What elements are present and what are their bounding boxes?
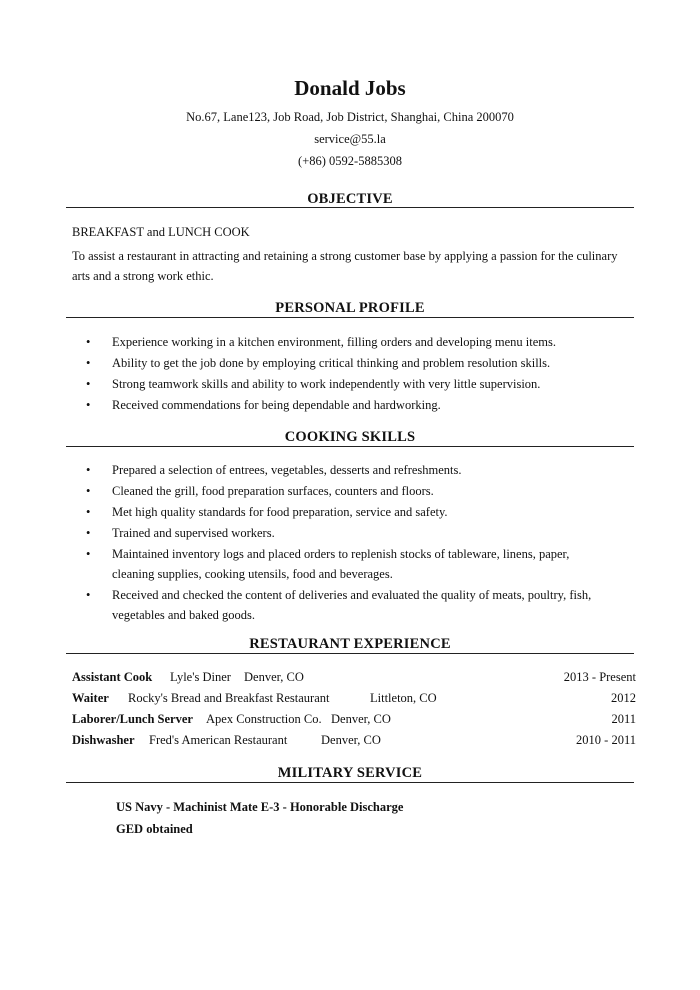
- profile-heading: PERSONAL PROFILE: [275, 300, 425, 316]
- profile-divider: [66, 317, 634, 318]
- list-item-text: Experience working in a kitchen environment, filling orders and developing menu items.: [112, 335, 556, 349]
- objective-divider: [66, 207, 634, 208]
- job-location: Littleton, CO: [370, 691, 437, 705]
- list-item: [72, 460, 612, 480]
- job-dates: 2013 - Present: [563, 670, 636, 684]
- employer: Apex Construction Co.: [206, 712, 322, 726]
- education-line: GED obtained: [116, 822, 193, 836]
- skills-section: [72, 460, 612, 626]
- job-dates: 2010 - 2011: [576, 733, 636, 747]
- military-service-line: US Navy - Machinist Mate E-3 - Honorable Discharge: [116, 800, 404, 814]
- employer: Fred's American Restaurant: [149, 733, 288, 747]
- experience-row: [72, 730, 636, 751]
- list-item-text: Trained and supervised workers.: [112, 526, 275, 540]
- job-title: Laborer/Lunch Server: [72, 712, 193, 726]
- job-title: Waiter: [72, 691, 109, 705]
- job-dates: 2011: [611, 712, 636, 726]
- skills-divider: [66, 446, 634, 447]
- experience-row: [72, 688, 636, 709]
- list-item-text: Cleaned the grill, food preparation surfaces, counters and floors.: [112, 484, 434, 498]
- profile-list: [72, 332, 612, 415]
- email-line: service@55.la: [314, 132, 386, 146]
- bullet-icon: •: [86, 335, 91, 349]
- applicant-name: Donald Jobs: [294, 76, 406, 100]
- experience-divider: [66, 653, 634, 654]
- list-item: [72, 332, 612, 352]
- bullet-icon: •: [86, 398, 91, 412]
- experience-row: [72, 709, 636, 730]
- skills-heading: COOKING SKILLS: [284, 429, 416, 445]
- list-item: [72, 544, 612, 584]
- bullet-icon: •: [86, 463, 91, 477]
- objective-heading: OBJECTIVE: [307, 191, 393, 207]
- bullet-icon: •: [86, 505, 91, 519]
- list-item: [72, 523, 612, 543]
- experience-row: [72, 667, 636, 688]
- job-location: Denver, CO: [244, 670, 304, 684]
- job-title: Assistant Cook: [72, 670, 153, 684]
- job-title: Dishwasher: [72, 733, 135, 747]
- objective-text: To assist a restaurant in attracting and retaining a strong customer base by applying a passion for the culinary arts and a strong work ethic.: [72, 249, 618, 283]
- list-item-text: Ability to get the job done by employing critical thinking and problem resolution skills.: [112, 356, 551, 370]
- list-item-text: Received and checked the content of deliveries and evaluated the quality of meats, poultry, fish, vegetables and baked goods.: [112, 588, 592, 622]
- list-item-text: Prepared a selection of entrees, vegetables, desserts and refreshments.: [112, 463, 462, 477]
- bullet-icon: •: [86, 377, 91, 391]
- list-item: [72, 353, 612, 373]
- bullet-icon: •: [86, 588, 91, 602]
- employer: Lyle's Diner: [170, 670, 231, 684]
- list-item: [72, 374, 612, 394]
- objective-position: BREAKFAST and LUNCH COOK: [72, 225, 250, 239]
- bullet-icon: •: [86, 356, 91, 370]
- employer: Rocky's Bread and Breakfast Restaurant: [128, 691, 330, 705]
- address-line: No.67, Lane123, Job Road, Job District, Shanghai, China 200070: [186, 110, 514, 124]
- list-item-text: Received commendations for being dependable and hardworking.: [112, 398, 441, 412]
- experience-section: [72, 667, 636, 751]
- list-item: [72, 481, 612, 501]
- skills-list: [72, 460, 612, 625]
- military-section: [116, 796, 656, 840]
- phone-line: (+86) 0592-5885308: [298, 154, 402, 168]
- list-item: [72, 502, 612, 522]
- job-dates: 2012: [611, 691, 636, 705]
- list-item: [72, 395, 612, 415]
- list-item-text: Strong teamwork skills and ability to work independently with very little supervision.: [112, 377, 541, 391]
- list-item: [72, 585, 612, 625]
- experience-heading: RESTAURANT EXPERIENCE: [249, 636, 451, 652]
- job-location: Denver, CO: [331, 712, 391, 726]
- military-divider: [66, 782, 634, 783]
- list-item-text: Met high quality standards for food preparation, service and safety.: [112, 505, 448, 519]
- objective-section: [72, 222, 618, 286]
- job-location: Denver, CO: [321, 733, 381, 747]
- list-item-text: Maintained inventory logs and placed orders to replenish stocks of tableware, linens, paper, cleaning supplies, cooking utensils, food and beverages.: [112, 547, 570, 581]
- bullet-icon: •: [86, 484, 91, 498]
- resume-header: [0, 74, 700, 172]
- military-heading: MILITARY SERVICE: [277, 765, 423, 781]
- profile-section: [72, 332, 612, 416]
- bullet-icon: •: [86, 526, 91, 540]
- bullet-icon: •: [86, 547, 91, 561]
